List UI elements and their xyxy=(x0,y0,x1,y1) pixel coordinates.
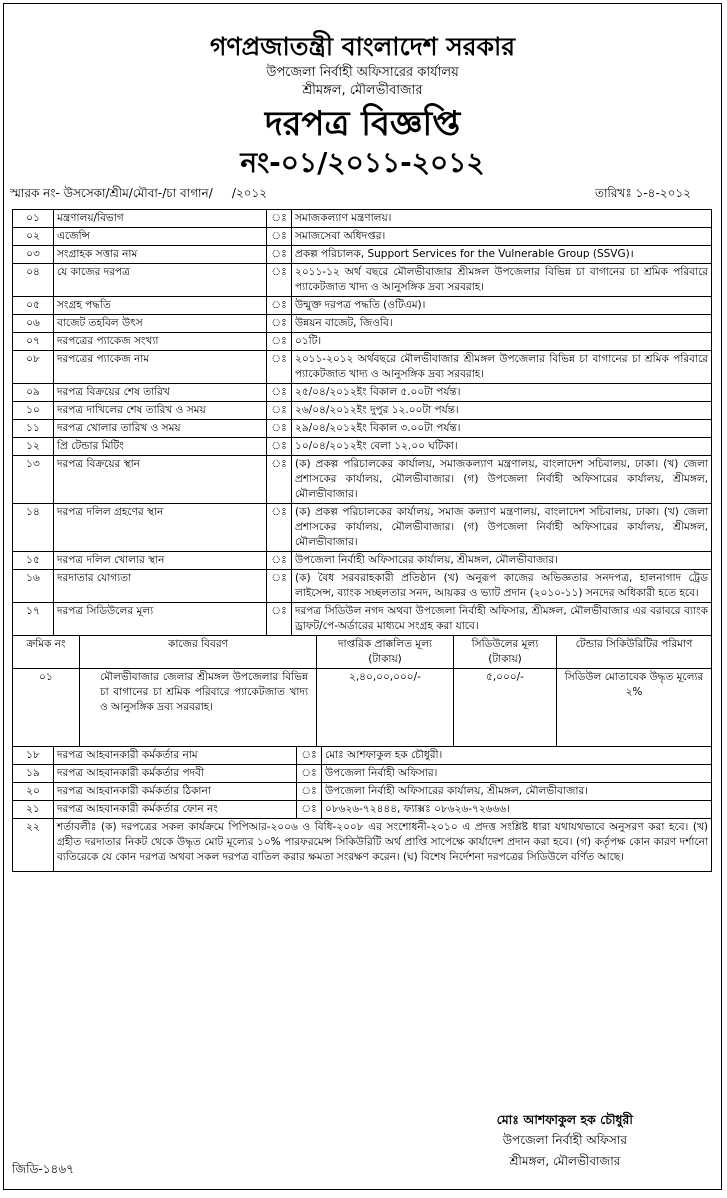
officer-colon: ঃ xyxy=(297,783,322,801)
item-row xyxy=(13,297,712,315)
item-row xyxy=(13,333,712,351)
item-colon: ঃ xyxy=(267,570,292,603)
officer-label: দরপত্র আহবানকারী কর্মকর্তার পদবী xyxy=(54,765,297,783)
item-value: ১০/০৪/২০১২ইং বেলা ১২.০০ ঘটিকা। xyxy=(292,438,712,456)
work-table xyxy=(12,635,712,747)
item-number: ০৫ xyxy=(13,297,54,315)
memo-ref-year: /২০১২ xyxy=(231,186,268,200)
item-label: দরপত্র বিক্রয়ের শেষ তারিখ xyxy=(54,384,267,402)
officer-row xyxy=(13,747,712,765)
item-colon: ঃ xyxy=(267,420,292,438)
work-table-row xyxy=(13,669,712,747)
memo-line xyxy=(10,185,715,203)
officer-label: দরপত্র আহবানকারী কর্মকর্তার ঠিকানা xyxy=(54,783,297,801)
item-value: (ক) বৈধ সরবরাহকারী প্রতিষ্ঠান (খ) অনুরূপ কাজের অভিজ্ঞতার সনদপত্র, হালনাগাদ ট্রেড লাইসেন্স, ব্যাংক সচ্ছলতার সনদ, আয়কর ও ভ্যাট প্রদান (২০১০-১১) সনদের অধিকারী হতে হবে। xyxy=(292,570,712,603)
item-value: ২০১১-১২ অর্থ বছরে মৌলভীবাজার শ্রীমঙ্গল উপজেলার বিভিন্ন চা বাগানের চা শ্রমিক পরিবারে প্যাকেটজাত খাদ্য ও আনুসঙ্গিক দ্রব্য সরবরাহ। xyxy=(292,264,712,297)
gd-number: জিডি-১৪৬৭ xyxy=(12,1162,74,1176)
item-number: ০২ xyxy=(13,228,54,246)
item-colon: ঃ xyxy=(267,210,292,228)
item-colon: ঃ xyxy=(267,351,292,384)
item-number: ১৭ xyxy=(13,603,54,636)
item-number: ১৬ xyxy=(13,570,54,603)
item-label: সংগ্রহ পদ্ধতি xyxy=(54,297,267,315)
officer-number: ১৯ xyxy=(13,765,54,783)
item-label: দরপত্র দাখিলের শেষ তারিখ ও সময় xyxy=(54,402,267,420)
item-row xyxy=(13,384,712,402)
item-row xyxy=(13,570,712,603)
government-name: গণপ্রজাতন্ত্রী বাংলাদেশ সরকার xyxy=(210,32,515,61)
item-colon: ঃ xyxy=(267,504,292,552)
signatory-place: শ্রীমঙ্গল, মৌলভীবাজার xyxy=(509,1154,621,1168)
item-label: বাজেট তহবিল উৎস xyxy=(54,315,267,333)
work-row-serial: ০১ xyxy=(13,669,80,747)
item-label: দরপত্রের প্যাকেজ নাম xyxy=(54,351,267,384)
work-header-serial: ক্রমিক নং xyxy=(13,636,80,669)
conditions-text: শর্তাবলীঃ (ক) দরপত্রের সকল কার্যক্রমে পিপিআর-২০০৬ ও বিধি-২০০৮ এর সংশোধনী-২০১০ এ প্রদত্ত সংশ্লিষ্ট ধারা যথাযথভাবে অনুসরণ করা হবে। (খ) গ্রহীত দরদাতার নিকট থেকে উদ্ধৃত মোট মূল্যের ১০% পারফরমেন্স সিকিউরিটি অর্থ প্রাপ্তি সাপেক্ষে কার্যাদেশ প্রদান করা হবে। (গ) কর্তৃপক্ষ কোন কারণ দর্শানো ব্যতিরেকে যে কোন দরপত্র অথবা সকল দরপত্র বাতিল করার ক্ষমতা সংরক্ষণ করেন। (ঘ) বিশেষ নির্দেশনা দরপত্রের সিডিউলে বর্ণিত আছে। xyxy=(54,819,712,872)
signatory-designation: উপজেলা নির্বাহী অফিসার xyxy=(502,1133,627,1147)
officer-value: মোঃ আশফাকুল হক চৌধুরী। xyxy=(322,747,712,765)
work-row-estimate: ২,৪০,০০,০০০/- xyxy=(317,669,454,747)
officer-value: উপজেলা নির্বাহী অফিসারের কার্যালয়, শ্রীমঙ্গল, মৌলভীবাজার। xyxy=(322,783,712,801)
conditions-row xyxy=(13,819,712,872)
item-colon: ঃ xyxy=(267,438,292,456)
tender-details-table xyxy=(12,209,712,636)
work-row-security: সিডিউল মোতাবেক উদ্ধৃত মূল্যের ২% xyxy=(557,669,712,747)
item-label: দরপত্র দলিল গ্রহণের স্থান xyxy=(54,504,267,552)
item-number: ০১ xyxy=(13,210,54,228)
item-label: দরপত্র বিক্রয়ের স্থান xyxy=(54,456,267,504)
notice-number: নং-০১/২০১১-২০১২ xyxy=(240,146,485,179)
item-label: সংগ্রাহক সত্তার নাম xyxy=(54,246,267,264)
work-header-schedule-price: সিডিউলের মূল্য (টাকায়) xyxy=(454,636,557,669)
item-label: প্রি টেন্ডার মিটিং xyxy=(54,438,267,456)
item-colon: ঃ xyxy=(267,315,292,333)
item-colon: ঃ xyxy=(267,384,292,402)
notice-title: দরপত্র বিজ্ঞপ্তি xyxy=(264,104,461,144)
item-value: ২৯/০৪/২০১২ইং বিকাল ৩.০০টা পর্যন্ত। xyxy=(292,420,712,438)
work-table-header xyxy=(13,636,712,669)
item-row xyxy=(13,504,712,552)
item-colon: ঃ xyxy=(267,402,292,420)
signatory-name: মোঃ আশফাকুল হক চৌধুরী xyxy=(496,1112,633,1127)
item-value: ২৫/০৪/২০১২ইং বিকাল ৫.০০টা পর্যন্ত। xyxy=(292,384,712,402)
item-colon: ঃ xyxy=(267,228,292,246)
item-colon: ঃ xyxy=(267,456,292,504)
item-row xyxy=(13,351,712,384)
work-row-schedule-price: ৫,০০০/- xyxy=(454,669,557,747)
item-label: দরপত্র সিডিউলের মূল্য xyxy=(54,603,267,636)
item-row xyxy=(13,402,712,420)
officer-row xyxy=(13,783,712,801)
conditions-number: ২২ xyxy=(13,819,54,872)
item-label: দরদাতার যোগ্যতা xyxy=(54,570,267,603)
officer-number: ২১ xyxy=(13,801,54,819)
item-number: ১১ xyxy=(13,420,54,438)
item-value: ০১টি। xyxy=(292,333,712,351)
officer-label: দরপত্র আহবানকারী কর্মকর্তার নাম xyxy=(54,747,297,765)
item-colon: ঃ xyxy=(267,603,292,636)
item-number: ০৭ xyxy=(13,333,54,351)
officer-label: দরপত্র আহবানকারী কর্মকর্তার ফোন নং xyxy=(54,801,297,819)
item-value: উপজেলা নির্বাহী অফিসারের কার্যালয়, শ্রীমঙ্গল, মৌলভীবাজার। xyxy=(292,552,712,570)
memo-reference xyxy=(10,185,267,205)
item-row xyxy=(13,456,712,504)
item-label: যে কাজের দরপত্র xyxy=(54,264,267,297)
work-header-description: কাজের বিবরণ xyxy=(80,636,317,669)
work-header-security: টেন্ডার সিকিউরিটির পরিমাণ xyxy=(557,636,712,669)
item-label: মন্ত্রণালয়/বিভাগ xyxy=(54,210,267,228)
item-label: দরপত্রের প্যাকেজ সংখ্যা xyxy=(54,333,267,351)
officer-table xyxy=(12,746,712,872)
item-number: ০৯ xyxy=(13,384,54,402)
item-label: এজেন্সি xyxy=(54,228,267,246)
item-value: উন্মুক্ত দরপত্র পদ্ধতি (ওটিএম)। xyxy=(292,297,712,315)
item-value: (ক) প্রকল্প পরিচালকের কার্যালয়, সমাজ কল্যাণ মন্ত্রণালয়, বাংলাদেশ সচিবালয়, ঢাকা। (খ) জেলা প্রশাসকের কার্যালয়, মৌলভীবাজার। (গ) উপজেলা নির্বাহী অফিসারের কার্যালয়, শ্রীমঙ্গল, মৌলভীবাজার। xyxy=(292,504,712,552)
item-value: সমাজসেবা অধিদপ্তর। xyxy=(292,228,712,246)
officer-colon: ঃ xyxy=(297,747,322,765)
item-row xyxy=(13,438,712,456)
item-row xyxy=(13,246,712,264)
officer-number: ১৮ xyxy=(13,747,54,765)
item-colon: ঃ xyxy=(267,297,292,315)
item-row xyxy=(13,228,712,246)
memo-ref-label: স্মারক নং- উসসেকা/শ্রীম/মৌবা-/চা বাগান/ xyxy=(10,186,213,200)
memo-date: তারিখঃ ১-৪-২০১২ xyxy=(594,186,691,200)
item-colon: ঃ xyxy=(267,333,292,351)
officer-row xyxy=(13,801,712,819)
item-number: ০৩ xyxy=(13,246,54,264)
item-value: উন্নয়ন বাজেট, জিওবি। xyxy=(292,315,712,333)
item-colon: ঃ xyxy=(267,264,292,297)
item-number: ০৬ xyxy=(13,315,54,333)
item-row xyxy=(13,315,712,333)
item-value: ২৬/০৪/২০১২ইং দুপুর ১২.০০টা পর্যন্ত। xyxy=(292,402,712,420)
work-header-estimate: দাপ্তরিক প্রাক্কলিত মূল্য (টাকায়) xyxy=(317,636,454,669)
office-location: শ্রীমঙ্গল, মৌলভীবাজার xyxy=(302,83,423,98)
officer-number: ২০ xyxy=(13,783,54,801)
item-number: ১২ xyxy=(13,438,54,456)
item-value: দরপত্র সিডিউল নগদ অথবা উপজেলা নির্বাহী অফিসার, শ্রীমঙ্গল, মৌলভীবাজার এর বরাবরে ব্যাংক ড্রাফট/পে-অর্ডারের মাধ্যমে সংগ্রহ করা যাবে। xyxy=(292,603,712,636)
item-colon: ঃ xyxy=(267,246,292,264)
item-label: দরপত্র খোলার তারিখ ও সময় xyxy=(54,420,267,438)
item-number: ০৮ xyxy=(13,351,54,384)
item-colon: ঃ xyxy=(267,552,292,570)
item-value: প্রকল্প পরিচালক, Support Services for the Vulnerable Group (SSVG)। xyxy=(292,246,712,264)
officer-value: ০৮৬২৬-৭২৪৪৪, ফ্যাক্সঃ ০৮৬২৬-৭২৬৬৬। xyxy=(322,801,712,819)
work-row-description: মৌলভীবাজার জেলার শ্রীমঙ্গল উপজেলার বিভিন্ন চা বাগানের চা শ্রমিক পরিবারে প্যাকেটজাত খাদ্য ও আনুসঙ্গিক দ্রব্য সরবরাহ। xyxy=(80,669,317,747)
office-name: উপজেলা নির্বাহী অফিসারের কার্যালয় xyxy=(266,65,459,80)
officer-value: উপজেলা নির্বাহী অফিসার। xyxy=(322,765,712,783)
officer-colon: ঃ xyxy=(297,801,322,819)
item-row xyxy=(13,420,712,438)
item-number: ১৪ xyxy=(13,504,54,552)
item-value: ২০১১-২০১২ অর্থবছরে মৌলভীবাজার শ্রীমঙ্গল উপজেলার বিভিন্ন চা বাগানের চা শ্রমিক পরিবারে প্যাকেটজাত খাদ্য ও আনুসঙ্গিক দ্রব্য সরবরাহ। xyxy=(292,351,712,384)
item-number: ১৫ xyxy=(13,552,54,570)
notice-header xyxy=(4,30,721,181)
signature-block xyxy=(497,1109,633,1172)
tender-notice-page xyxy=(3,3,722,1190)
item-number: ১০ xyxy=(13,402,54,420)
item-row xyxy=(13,264,712,297)
item-value: সমাজকল্যাণ মন্ত্রণালয়। xyxy=(292,210,712,228)
item-row xyxy=(13,210,712,228)
officer-row xyxy=(13,765,712,783)
item-row xyxy=(13,603,712,636)
item-number: ০৪ xyxy=(13,264,54,297)
item-label: দরপত্র দলিল খোলার স্থান xyxy=(54,552,267,570)
item-value: (ক) প্রকল্প পরিচালকের কার্যালয়, সমাজকল্যাণ মন্ত্রণালয়, বাংলাদেশ সচিবালয়, ঢাকা। (খ) জেলা প্রশাসকের কার্যালয়, মৌলভীবাজার। (গ) উপজেলা নির্বাহী অফিসারের কার্যালয়, শ্রীমঙ্গল, মৌলভীবাজার। xyxy=(292,456,712,504)
item-number: ১৩ xyxy=(13,456,54,504)
item-row xyxy=(13,552,712,570)
officer-colon: ঃ xyxy=(297,765,322,783)
